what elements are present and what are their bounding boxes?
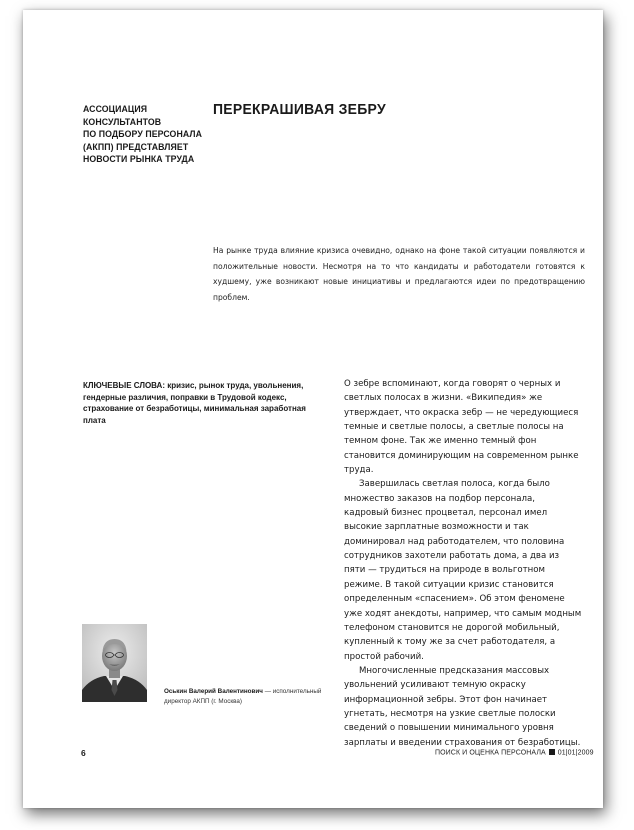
caption-name: Оськин Валерий Валентинович [164,688,263,695]
page-number: 6 [81,748,86,758]
body-paragraph: Многочисленные предсказания массовых увольнений усиливают темную окраску информационной зебры. Этот фон начинает угнетать, несмотря на узкие светлые полоски сведений о повышении минимального уровня зарплаты и введении страхования от безработицы. [344,665,581,748]
footer-journal [435,749,594,757]
org-heading [83,104,212,167]
org-heading-line: КОНСУЛЬТАНТОВ [83,116,162,128]
body-paragraph: О зебре вспоминают, когда говорят о черных и светлых полосах в жизни. «Википедия» же утверждает, что окраска зебр — не чередующиеся темные и светлые полосы, а светлые полосы на темном фоне. Так же именно темный фон становится доминирующим на современном рынке труда. [344,379,579,476]
journal-name: ПОИСК И ОЦЕНКА ПЕРСОНАЛА [435,749,546,757]
article-title: ПЕРЕКРАШИВАЯ ЗЕБРУ [213,101,386,118]
body-paragraph: Завершилась светлая полоса, когда было множество заказов на подбор персонала, кадровый бизнес процветал, персонал имел высокие зарплатные возможности и так доминировал над работодателем, что половина сотрудников захотели работать дома, а два из пяти — трудиться на природе в вольготном режиме. В такой ситуации кризис становится определенным «спасением». Об этом феномене уже ходят анекдоты, например, что самым модным телефоном становится не дорогой мобильный, купленный к тому же за счет работодателя, а простой рабочий. [344,479,582,662]
org-heading-line: (АКПП) ПРЕДСТАВЛЯЕТ [83,141,189,153]
keywords-label: КЛЮЧЕВЫЕ СЛОВА: [83,381,165,390]
portrait-image [82,624,147,702]
keywords-block [83,380,323,426]
org-heading-line: НОВОСТИ РЫНКА ТРУДА [83,154,195,165]
author-photo [82,624,147,702]
journal-issue: 01|01|2009 [557,749,594,757]
keywords-text: кризис, рынок труда, увольнения, гендерные различия, поправки в Трудовой кодекс, страхование от безработицы, минимальная заработная плата [83,381,306,425]
square-bullet-icon [549,749,555,755]
article-body [344,377,582,750]
magazine-page [23,10,603,808]
caption-role: — исполнительный директор АКПП (г. Москва) [164,688,322,705]
lead-paragraph: На рынке труда влияние кризиса очевидно, однако на фоне такой ситуации появляются и положительные новости. Несмотря на то что кандидаты и работодатели готовятся к худшему, уже возникают новые инициативы и предлагаются идеи по предотвращению проблем. [213,246,585,302]
org-heading-line: ПО ПОДБОРУ ПЕРСОНАЛА [83,129,202,140]
org-heading-line: АССОЦИАЦИЯ [83,104,148,115]
photo-caption [164,687,324,706]
